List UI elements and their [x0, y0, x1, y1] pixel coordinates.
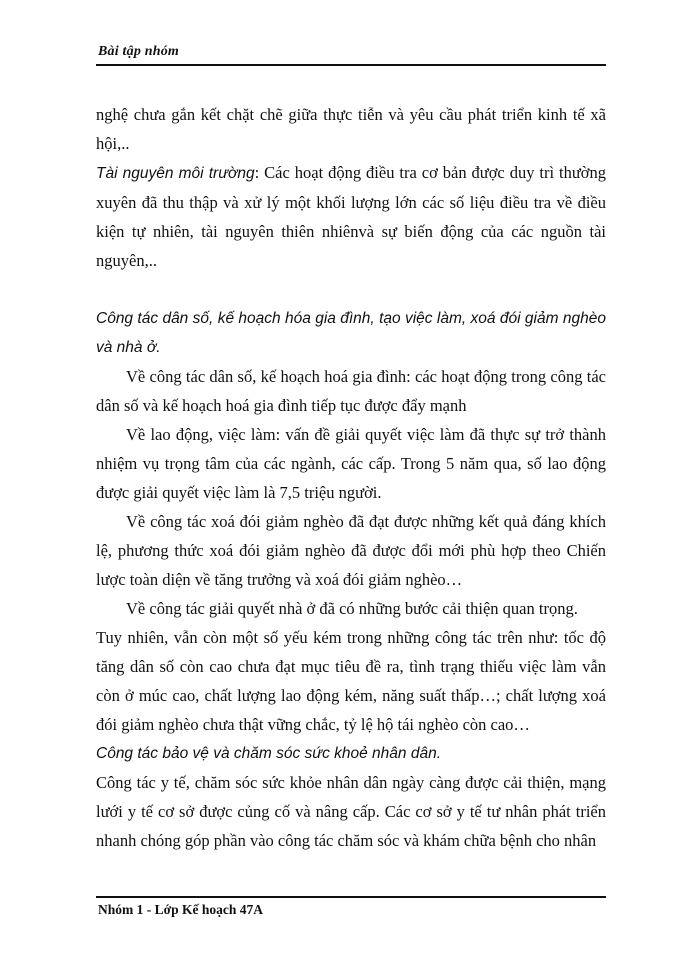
paragraph-housing: Về công tác giải quyết nhà ở đã có những bước cải thiện quan trọng. — [126, 599, 578, 618]
paragraph-continuation: nghệ chưa gắn kết chặt chẽ giữa thực tiễn và yêu cầu phát triển kinh tế xã hội,.. — [96, 105, 606, 153]
paragraph-healthcare: Công tác y tế, chăm sóc sức khỏe nhân dân ngày càng được cải thiện, mạng lưới y tế cơ sở được củng cố và nâng cấp. Các cơ sở y tế tư nhân phát triển nhanh chóng góp phần vào công tác chăm sóc và khám chữa bệnh cho nhân — [96, 773, 606, 850]
page-header — [96, 42, 606, 66]
section-heading-population: Công tác dân số, kế hoạch hóa gia đình, tạo việc làm, xoá đói giảm nghèo và nhà ở. — [96, 310, 606, 356]
footer-text: Nhóm 1 - Lớp Kế hoạch 47A — [98, 902, 263, 917]
paragraph-gap — [96, 275, 606, 304]
page-footer — [96, 896, 606, 917]
document-body — [96, 100, 606, 855]
section-label-natural-resources: Tài nguyên môi trường — [96, 165, 255, 182]
paragraph-weaknesses: Tuy nhiên, vẫn còn một số yếu kém trong những công tác trên như: tốc độ tăng dân số còn cao chưa đạt mục tiêu đề ra, tình trạng thiếu việc làm vẫn còn ở múc cao, chất lượng lao động kém, năng suất thấp…; chất lượng xoá đói giảm nghèo chưa thật vững chắc, tỷ lệ hộ tái nghèo còn cao… — [96, 628, 606, 734]
paragraph-population: Về công tác dân số, kế hoạch hoá gia đình: các hoạt động trong công tác dân số và kế hoạch hoá gia đình tiếp tục được đẩy mạnh — [96, 367, 606, 415]
header-title: Bài tập nhóm — [98, 44, 179, 59]
paragraph-poverty-reduction: Về công tác xoá đói giảm nghèo đã đạt được những kết quả đáng khích lệ, phương thức xoá đói giảm nghèo đã được đổi mới phù hợp theo Chiến lược toàn diện về tăng trưởng và xoá đói giảm nghèo… — [96, 512, 606, 589]
paragraph-natural-resources-text: : Các hoạt động điều tra cơ bản được duy trì thường xuyên đã thu thập và xử lý một khối lượng lớn các số liệu điều tra về điều kiện tự nhiên, tài nguyên thiên nhiênvà sự biến động của các nguồn tài nguyên,.. — [96, 163, 606, 270]
paragraph-employment: Về lao động, việc làm: vấn đề giải quyết việc làm đã thực sự trở thành nhiệm vụ trọng tâm của các ngành, các cấp. Trong 5 năm qua, số lao động được giải quyết việc làm là 7,5 triệu người. — [96, 425, 606, 502]
paragraph-natural-resources — [96, 158, 606, 275]
section-heading-healthcare: Công tác bảo vệ và chăm sóc sức khoẻ nhân dân. — [96, 745, 442, 762]
